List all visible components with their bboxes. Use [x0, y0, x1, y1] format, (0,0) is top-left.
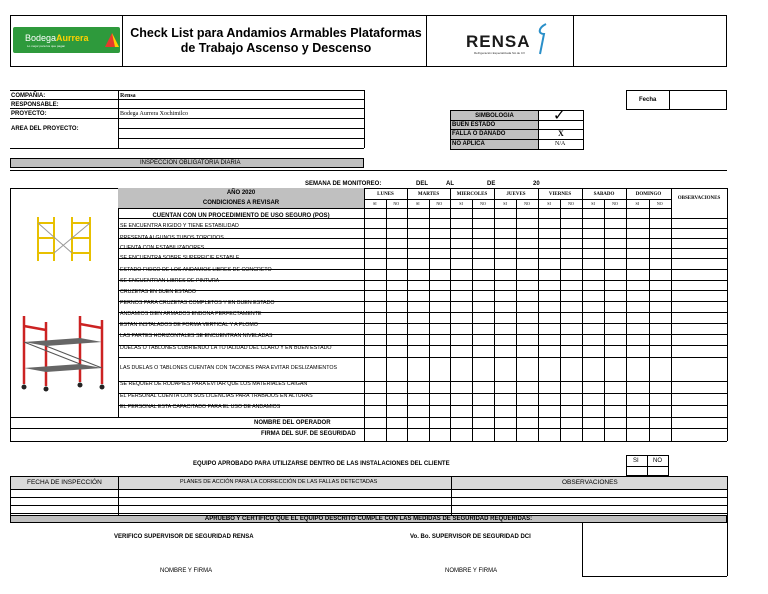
- day-no-header: NO: [480, 201, 486, 206]
- rensa-tagline: Refrigeración Especializada SA de CV: [474, 51, 526, 55]
- day-header-6: DOMINGO: [635, 192, 662, 197]
- simbologia-na-label: NO APLICA: [452, 141, 485, 147]
- grid-line: [727, 188, 728, 441]
- day-header-2: MIERCOLES: [456, 192, 488, 197]
- simbologia-x-symbol: X: [558, 129, 564, 138]
- proyecto-label: PROYECTO:: [11, 111, 47, 117]
- condition-row-4: ESTADO FISICO DE LOS ANDAMIOS LIBRES DE CONCRETO: [120, 267, 272, 273]
- grid-line: [671, 188, 672, 441]
- grid-line: [494, 188, 495, 441]
- condition-row-5: SE ENCUENTRAN LIBRES DE PINTURA: [120, 278, 220, 284]
- condition-row-1: PRESENTA ALGUNOS TUBOS TORCIDOS: [120, 235, 224, 241]
- grid-line: [118, 290, 727, 291]
- condition-row-0: SE ENCUENTRA RIGIDO Y TIENE ESTABILIDAD: [120, 223, 239, 229]
- condition-row-13: SE REQUIER DE RODAPIES PARA EVITAR QUE LOS MATERIALES CAIGAN: [120, 381, 308, 387]
- day-si-header: SI: [415, 201, 420, 206]
- day-no-header: NO: [656, 201, 663, 206]
- red-scaffold-image: [16, 312, 108, 392]
- proyecto-value[interactable]: Bodega Aurrera Xochimilco: [120, 111, 188, 117]
- rensa-swoosh-icon: [534, 22, 554, 56]
- condition-row-7: PERNOS PARA CRUZETAS COMPLETOS Y EN BUEN ESTADO: [120, 300, 275, 306]
- aprobado-no-check[interactable]: [647, 466, 669, 476]
- area-label: AREA DEL PROYECTO:: [11, 126, 79, 132]
- grid-line: [538, 188, 539, 441]
- day-header-4: VIERNES: [548, 192, 572, 197]
- compania-label: COMPAÑIA:: [11, 93, 46, 99]
- logo-flag-icon: [105, 33, 119, 47]
- grid-line: [582, 188, 583, 441]
- condition-row-9: ESTAN INSTALADOS DE FORMA VERTICAL Y A PLOMO: [120, 322, 258, 328]
- logo-word-b: Aurrera: [56, 33, 89, 43]
- semana-del: DEL: [416, 181, 428, 187]
- simbologia-buen-label: BUEN ESTADO: [452, 122, 496, 128]
- grid-line: [10, 428, 727, 429]
- simbologia-check-icon: ✓: [553, 107, 566, 124]
- aprobado-label: EQUIPO APROBADO PARA UTILIZARSE DENTRO DE LAS INSTALACIONES DEL CLIENTE: [193, 461, 450, 467]
- certifico-label: APRUEBO Y CERTIFICO QUE EL EQUIPO DESCRITO CUMPLE CON LAS MEDIDAS DE SEGURIDAD REQUERIDAS:: [204, 516, 533, 522]
- page-title: Check List para Andamios Armables Plataformas de Trabajo Ascenso y Descenso: [130, 26, 422, 55]
- responsable-label: RESPONSABLE:: [11, 102, 59, 108]
- day-no-header: NO: [568, 201, 574, 206]
- nombre-firma-2: NOMBRE Y FIRMA: [445, 568, 498, 574]
- day-no-header: NO: [612, 201, 618, 206]
- simbologia-title: SIMBOLOGIA: [475, 113, 514, 119]
- day-header-5: SABADO: [593, 192, 615, 197]
- condition-row-3: SE ENCUENTRA SOBRE SUPERFICIE ESTABLE: [120, 255, 240, 261]
- yellow-scaffold-image: [34, 213, 98, 263]
- grid-line: [10, 417, 727, 418]
- nombre-operador-label: NOMBRE DEL OPERADOR: [254, 420, 331, 426]
- simbologia-na-symbol: N/A: [555, 141, 566, 147]
- day-si-header: SI: [372, 201, 377, 206]
- day-si-header: SI: [547, 201, 551, 206]
- supervisor-rensa-label: VERIFICO SUPERVISOR DE SEGURIDAD RENSA: [114, 534, 254, 540]
- bodega-aurrera-logo: [13, 27, 120, 53]
- grid-line: [10, 188, 118, 189]
- year-label: AÑO 2020: [226, 190, 256, 196]
- grid-line: [118, 188, 119, 417]
- day-si-header: SI: [635, 201, 640, 206]
- observaciones-header: OBSERVACIONES: [677, 196, 721, 201]
- day-no-header: NO: [524, 201, 530, 206]
- condition-row-11: DUELAS O TABLONES CUBRIENDO LA TOTALIDAD DEL CLARO Y EN BUEN ESTADO: [120, 345, 332, 351]
- grid-line: [364, 188, 365, 441]
- grid-line: [118, 357, 727, 358]
- condition-row-8: ANDAMIOS BIEN ARMADOS ENBONA PERFECTAMENTE: [120, 311, 262, 317]
- header-divider-3: [573, 15, 574, 67]
- condition-row-15: EL PERSONAL ESTA CAPACITADO PARA EL USO DE ANDAMIOS: [120, 404, 281, 410]
- rensa-logo: RENSA: [466, 32, 531, 51]
- condition-row-10: LAS PARTES HORIZONTALES SE ENCUENTRAN NIVELADAS: [120, 333, 273, 339]
- firma-suf-label: FIRMA DEL SUF. DE SEGURIDAD: [261, 431, 356, 437]
- plan-fecha-label: FECHA DE INSPECCIÓN: [27, 479, 102, 486]
- aprobado-si-check[interactable]: [626, 466, 648, 476]
- simbologia-falla-label: FALLA O DAÑADO: [452, 131, 506, 137]
- logo-word-a: Bodega: [25, 33, 57, 43]
- semana-label: SEMANA DE MONITOREO:: [305, 181, 382, 187]
- condition-row-6: CRUZETAS EN BUEN ESTADO: [120, 289, 197, 295]
- grid-line: [450, 188, 451, 441]
- header-divider-2: [426, 15, 427, 67]
- condition-row-14: EL PERSONAL CUENTA CON SUS LICENCIAS PARA TRABAJOS EN ALTURAS: [120, 393, 313, 399]
- header-divider-1: [122, 15, 123, 67]
- semana-al: AL: [446, 181, 454, 187]
- inspeccion-label: INSPECCION OBLIGATORIA DIARIA: [140, 160, 241, 166]
- plan-observaciones-label: OBSERVACIONES: [562, 479, 618, 486]
- day-no-header: NO: [393, 201, 400, 206]
- nombre-firma-1: NOMBRE Y FIRMA: [160, 568, 213, 574]
- supervisor-dci-label: Vo. Bo. SUPERVISOR DE SEGURIDAD DCI: [410, 534, 531, 540]
- plan-accion-label: PLANES DE ACCIÓN PARA LA CORRECCIÓN DE LAS FALLAS DETECTADAS: [180, 479, 378, 485]
- semana-year: 20: [533, 181, 540, 187]
- fecha-value-box: [669, 90, 727, 110]
- day-si-header: SI: [503, 201, 507, 206]
- logo-tagline: Lo mejor para los que pagan: [27, 44, 66, 48]
- conditions-label: CONDICIONES A REVISAR: [202, 200, 280, 206]
- day-no-header: NO: [436, 201, 443, 206]
- day-header-3: JUEVES: [506, 192, 526, 197]
- compania-value[interactable]: Rensa: [120, 93, 136, 99]
- grid-line: [10, 188, 11, 441]
- day-si-header: SI: [459, 201, 463, 206]
- grid-line: [626, 188, 627, 441]
- fecha-label: Fecha: [639, 97, 657, 103]
- condition-row-2: CUENTA CON ESTABILIZADORES: [120, 245, 205, 251]
- aprobado-si: SI: [633, 458, 639, 464]
- day-header-0: LUNES: [377, 192, 394, 197]
- condition-row-12: LAS DUELAS O TABLONES CUENTAN CON TACONES PARA EVITAR DESLIZAMIENTOS: [120, 365, 338, 371]
- grid-line: [407, 188, 408, 441]
- aprobado-no: NO: [653, 458, 662, 464]
- semana-de: DE: [487, 181, 496, 187]
- day-header-1: MARTES: [417, 192, 440, 197]
- day-si-header: SI: [591, 201, 595, 206]
- section-header: CUENTAN CON UN PROCEDIMIENTO DE USO SEGURO (POS): [152, 213, 330, 219]
- grid-line: [118, 208, 671, 209]
